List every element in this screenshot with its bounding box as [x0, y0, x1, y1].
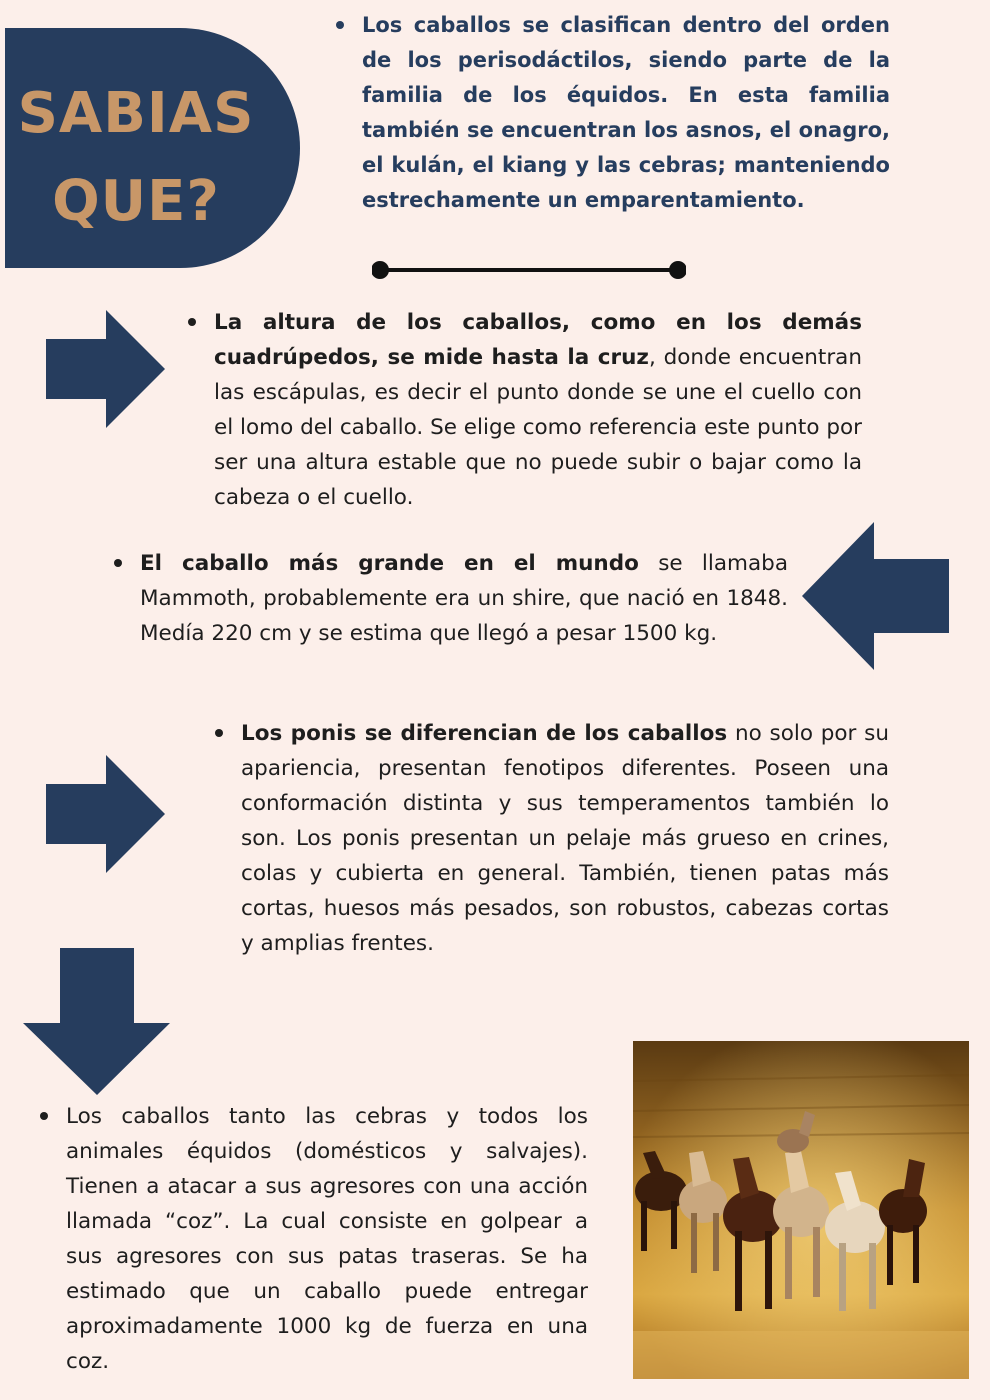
bullet-icon: [188, 318, 196, 326]
fact-bold: Los ponis se diferencian de los caballos: [241, 721, 728, 746]
intro-fact: [362, 8, 890, 218]
title-line-1: SABIAS: [17, 81, 255, 146]
arrow-left-icon: [802, 522, 950, 670]
fact-text: no solo por su apariencia, presentan fenotipos diferentes. Poseen una conformación distinta y sus temperamentos también lo son. Los ponis presentan un pelaje más grueso en crines, colas y cubierta en general. También, tienen patas más cortas, huesos más pesados, son robustos, cabezas cortas y amplias frentes.: [241, 721, 889, 956]
arrow-down-icon: [23, 948, 171, 1096]
bullet-icon: [336, 21, 344, 29]
bullet-icon: [114, 559, 122, 567]
arrow-right-icon: [46, 310, 166, 428]
title-line-2: QUE?: [52, 169, 220, 234]
page-title: [5, 70, 267, 246]
bullet-icon: [40, 1112, 48, 1120]
intro-text: Los caballos se clasifican dentro del orden de los perisodáctilos, siendo parte de la familia de los équidos. En esta familia también se encuentran los asnos, el onagro, el kulán, el kiang y las cebras; manteniendo estrechamente un emparentamiento.: [362, 13, 890, 212]
fact-bold: La altura de los caballos, como en los demás cuadrúpedos, se mide hasta la cruz: [214, 310, 862, 370]
title-badge: [5, 28, 300, 268]
fact-item-height: [214, 305, 862, 515]
bullet-icon: [215, 729, 223, 737]
fact-item-largest-horse: [140, 546, 788, 651]
horses-photo: [633, 1041, 969, 1379]
fact-text: Los caballos tanto las cebras y todos los animales équidos (domésticos y salvajes). Tienen a atacar a sus agresores con una acción llamada “coz”. La cual consiste en golpear a sus agresores con sus patas traseras. Se ha estimado que un caballo puede entregar aproximadamente 1000 kg de fuerza en una coz.: [66, 1104, 588, 1374]
divider: [372, 260, 686, 280]
fact-item-kick: [66, 1099, 588, 1379]
fact-bold: El caballo más grande en el mundo: [140, 551, 639, 576]
fact-text: , donde encuentran las escápulas, es decir el punto donde se une el cuello con el lomo del caballo. Se elige como referencia este punto por ser una altura estable que no puede subir o bajar como la cabeza o el cuello.: [214, 345, 862, 510]
arrow-right-icon: [46, 755, 166, 873]
fact-text: se llamaba Mammoth, probablemente era un shire, que nació en 1848. Medía 220 cm y se estima que llegó a pesar 1500 kg.: [140, 551, 788, 646]
fact-item-ponies: [241, 716, 889, 961]
